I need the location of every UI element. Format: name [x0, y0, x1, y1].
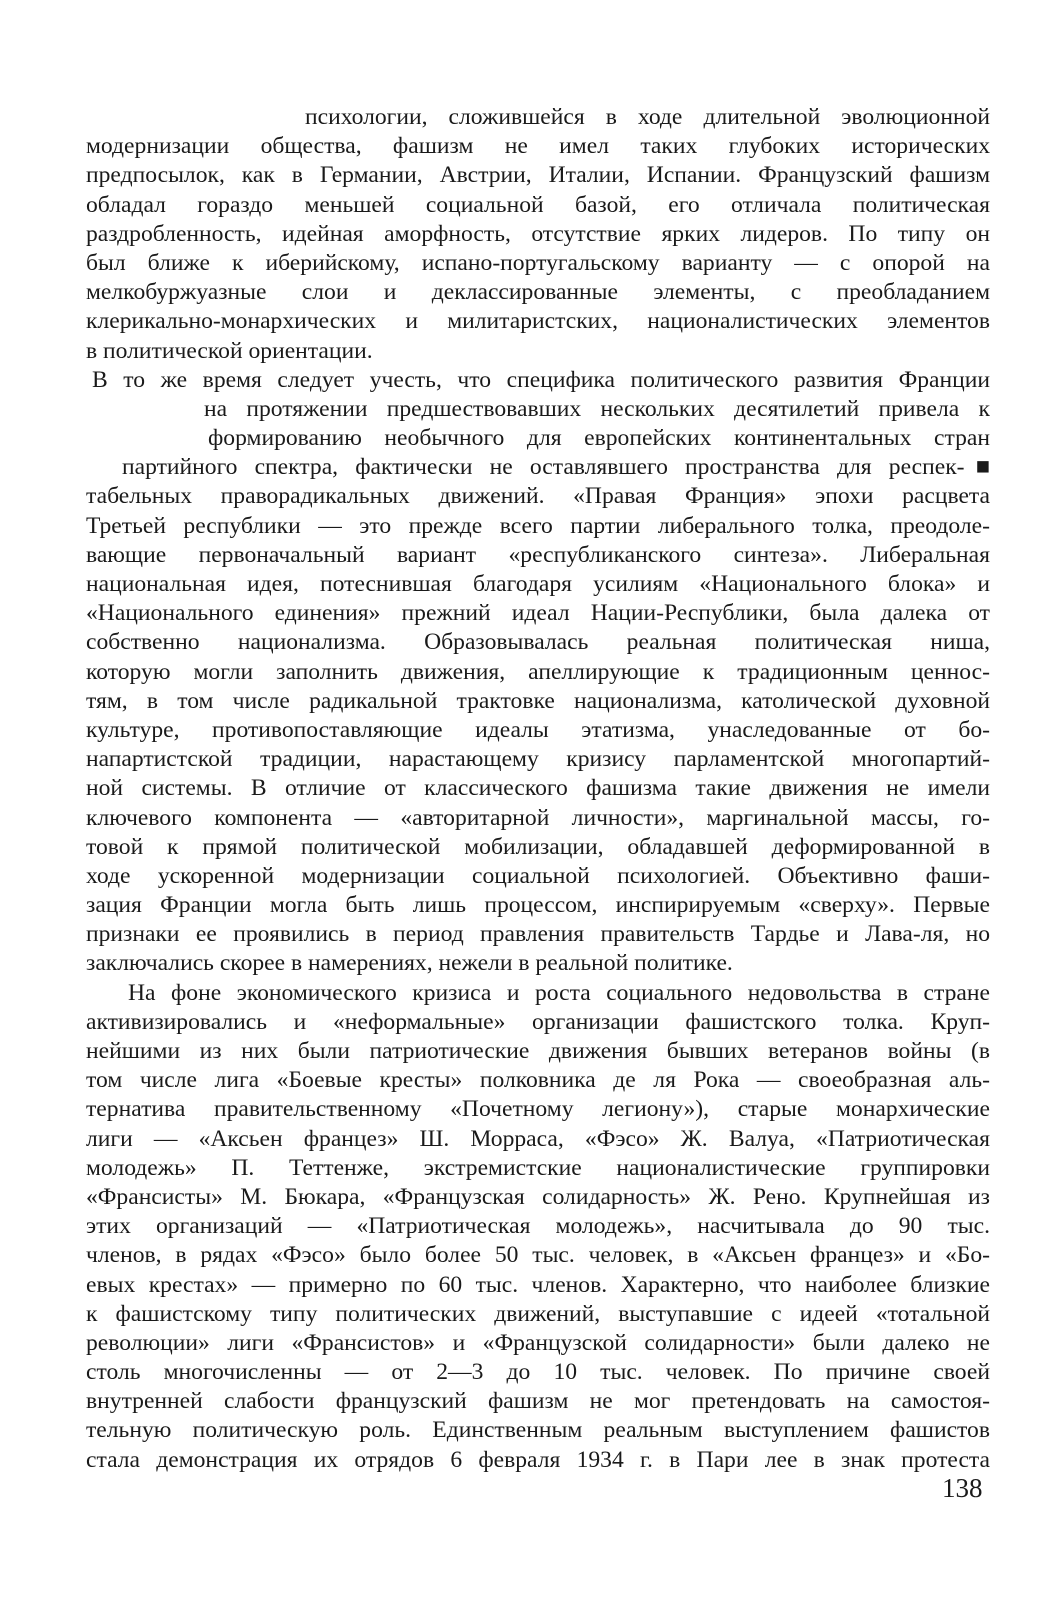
text-line: на протяжении предшествовавших нескольких десятилетий привела к — [204, 395, 990, 422]
text-line: ной системы. В отличие от классического фашизма такие движения не имели — [86, 775, 990, 802]
text-line: нейшими из них были патриотические движения бывших ветеранов войны (в — [86, 1038, 990, 1064]
text-line: формированию необычного для европейских континентальных стран — [208, 425, 990, 452]
text-line: товой к прямой политической мобилизации, обладавшей деформированной в — [86, 833, 990, 860]
text-line: этих организаций — «Патриотическая молодежь», насчитывала до 90 тыс. — [86, 1213, 990, 1240]
text-line: раздробленность, идейная аморфность, отсутствие ярких лидеров. По типу он — [86, 220, 990, 247]
text-line: лиги — «Аксьен францез» Ш. Морраса, «Фэсо» Ж. Валуа, «Патриотическая — [86, 1125, 990, 1152]
text-line: напартистской традиции, нарастающему кризису парламентской многопартий- — [86, 746, 990, 773]
text-line: национальная идея, потеснившая благодаря усилиям «Национального блока» и — [86, 571, 990, 597]
text-line: культуре, противопоставляющие идеалы этатизма, унаследованные от бо- — [86, 716, 990, 743]
text-line: обладал гораздо меньшей социальной базой, его отличала политическая — [86, 191, 990, 218]
text-line: внутренней слабости французский фашизм не мог претендовать на самостоя- — [86, 1388, 990, 1415]
text-line: том числе лига «Боевые кресты» полковника де ля Рока — своеобразная аль- — [86, 1067, 990, 1094]
text-line: к фашистскому типу политических движений, выступавшие с идеей «тотальной — [86, 1300, 990, 1327]
text-line: был ближе к иберийскому, испано-португальскому варианту — с опорой на — [86, 249, 990, 276]
text-line: тельную политическую роль. Единственным реальным выступлением фашистов — [86, 1417, 990, 1444]
text-line: евых крестах» — примерно по 60 тыс. членов. Характерно, что наиболее близкие — [86, 1271, 990, 1298]
text-line: собственно национализма. Образовывалась реальная политическая ниша, — [86, 629, 990, 656]
text-line: активизировались и «неформальные» организации фашистского толка. Круп- — [86, 1008, 990, 1035]
text-line: табельных праворадикальных движений. «Правая Франция» эпохи расцвета — [86, 483, 990, 510]
text-line: членов, в рядах «Фэсо» было более 50 тыс. человек, в «Аксьен францез» и «Бо- — [86, 1242, 990, 1269]
text-line: зация Франции могла быть лишь процессом, инспирируемым «сверху». Первые — [86, 892, 990, 919]
text-line: вающие первоначальный вариант «республиканского синтеза». Либеральная — [86, 541, 990, 568]
text-line: тям, в том числе радикальной трактовке национализма, католической духовной — [86, 687, 990, 714]
text-line: партийного спектра, фактически не оставлявшего пространства для респек-■ — [122, 454, 990, 481]
text-line: столь многочисленны — от 2—3 до 10 тыс. человек. По причине своей — [86, 1359, 990, 1386]
text-line: заключались скорее в намерениях, нежели в реальной политике. — [86, 950, 733, 977]
body-text — [86, 103, 990, 1475]
text-line: которую могли заполнить движения, апеллирующие к традиционным ценнос- — [86, 658, 990, 685]
text-line: В то же время следует учесть, что специфика политического развития Франции — [92, 366, 990, 393]
text-line: «Франсисты» М. Бюкара, «Французская солидарность» Ж. Рено. Крупнейшая из — [86, 1183, 990, 1210]
text-line: молодежь» П. Теттенже, экстремистские националистические группировки — [86, 1154, 990, 1181]
text-line: тернатива правительственному «Почетному легиону»), старые монархические — [86, 1096, 990, 1123]
text-line: клерикально-монархических и милитаристских, националистических элементов — [86, 308, 990, 335]
text-line: предпосылок, как в Германии, Австрии, Италии, Испании. Французский фашизм — [86, 162, 990, 189]
text-line: мелкобуржуазные слои и деклассированные элементы, с преобладанием — [86, 279, 990, 306]
text-line: ключевого компонента — «авторитарной личности», маргинальной массы, го- — [86, 804, 990, 831]
text-line: ходе ускоренной модернизации социальной психологией. Объективно фаши- — [86, 862, 990, 889]
text-line: На фоне экономического кризиса и роста социального недовольства в стране — [128, 979, 990, 1006]
text-line: в политической ориентации. — [86, 337, 373, 364]
text-line: признаки ее проявились в период правления правительств Тардье и Лава-ля, но — [86, 921, 990, 948]
text-line: стала демонстрация их отрядов 6 февраля 1934 г. в Пари лее в знак протеста — [86, 1446, 990, 1473]
text-line: модернизации общества, фашизм не имел таких глубоких исторических — [86, 133, 990, 160]
text-line: Третьей республики — это прежде всего партии либерального толка, преодоле- — [86, 512, 990, 539]
text-line: революции» лиги «Франсистов» и «Французской солидарности» были далеко не — [86, 1329, 990, 1356]
page-number: 138 — [942, 1473, 983, 1503]
text-line: «Национального единения» прежний идеал Нации-Республики, была далека от — [86, 600, 990, 627]
text-line: психологии, сложившейся в ходе длительной эволюционной — [305, 104, 990, 130]
